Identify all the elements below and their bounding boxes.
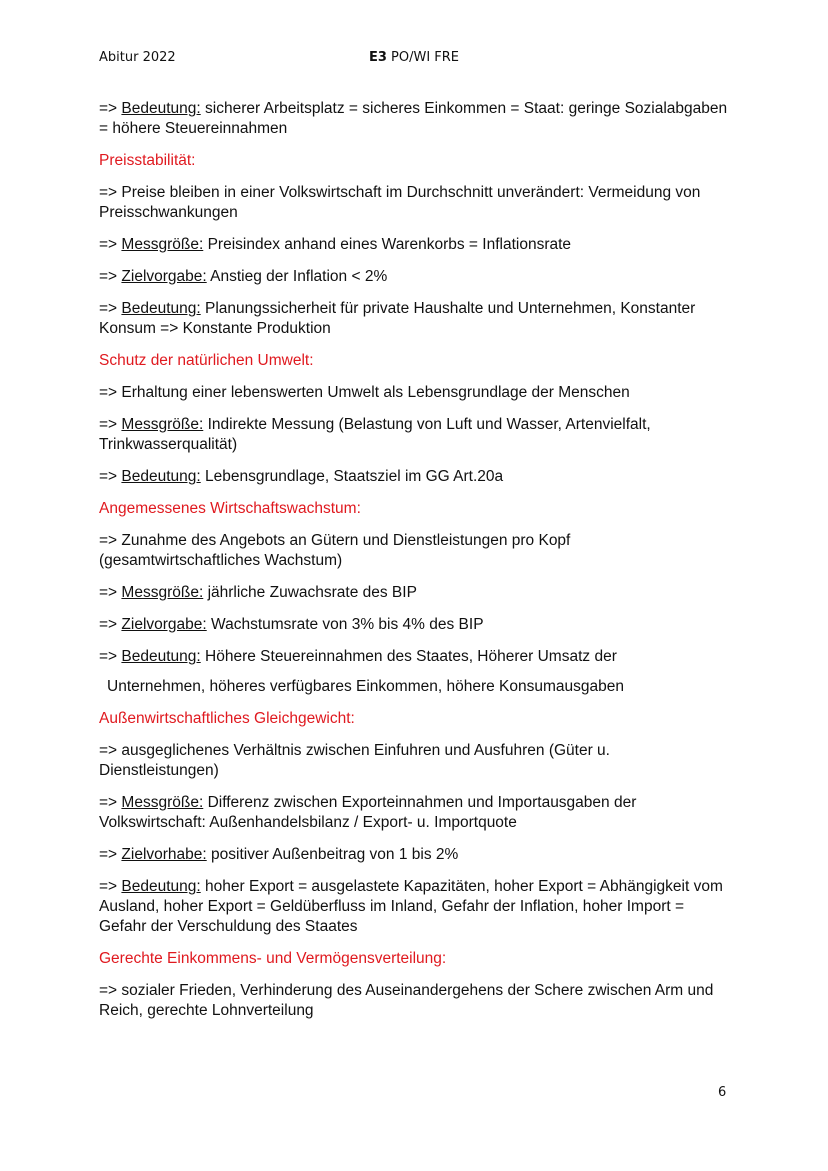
bullet-item xyxy=(99,741,729,781)
item-label: Zielvorgabe: xyxy=(121,616,207,633)
item-text: Höhere Steuereinnahmen des Staates, Höherer Umsatz der xyxy=(200,648,617,665)
item-text: Indirekte Messung (Belastung von Luft und Wasser, Artenvielfalt, Trinkwasserqualität) xyxy=(99,416,651,453)
item-label: Messgröße: xyxy=(121,584,204,601)
item-text: sozialer Frieden, Verhinderung des Auseinandergehens der Schere zwischen Arm und Reich, gerechte Lohnverteilung xyxy=(99,982,714,1019)
arrow-marker: => xyxy=(99,648,122,665)
item-text: Differenz zwischen Exporteinnahmen und Importausgaben der Volkswirtschaft: Außenhandelsbilanz / Export- u. Importquote xyxy=(99,794,637,831)
arrow-marker: => xyxy=(99,982,122,999)
bullet-item xyxy=(99,299,729,339)
arrow-marker: => xyxy=(99,794,122,811)
bullet-item xyxy=(99,583,729,603)
bullet-item xyxy=(99,877,729,937)
item-label: Messgröße: xyxy=(121,236,204,253)
section-heading: Angemessenes Wirtschaftswachstum: xyxy=(99,500,361,517)
arrow-marker: => xyxy=(99,846,122,863)
arrow-marker: => xyxy=(99,236,122,253)
arrow-marker: => xyxy=(99,416,122,433)
arrow-marker: => xyxy=(99,616,122,633)
bullet-item xyxy=(99,845,729,865)
bullet-item xyxy=(99,235,729,255)
arrow-marker: => xyxy=(99,384,122,401)
section-heading: Preisstabilität: xyxy=(99,152,196,169)
arrow-marker: => xyxy=(99,532,122,549)
bullet-item xyxy=(99,793,729,833)
item-text: Wachstumsrate von 3% bis 4% des BIP xyxy=(206,616,484,633)
item-text: Anstieg der Inflation < 2% xyxy=(206,268,388,285)
arrow-marker: => xyxy=(99,468,122,485)
arrow-marker: => xyxy=(99,742,122,759)
item-text: Preisindex anhand eines Warenkorbs = Inflationsrate xyxy=(203,236,572,253)
arrow-marker: => xyxy=(99,100,122,117)
item-label: Bedeutung: xyxy=(121,878,201,895)
bullet-item xyxy=(99,615,729,635)
item-label: Messgröße: xyxy=(121,794,204,811)
header-course-rest: PO/WI FRE xyxy=(386,50,460,65)
arrow-marker: => xyxy=(99,584,122,601)
bullet-item xyxy=(99,415,729,455)
bullet-item xyxy=(99,183,729,223)
header-center xyxy=(0,50,828,65)
item-text: Lebensgrundlage, Staatsziel im GG Art.20a xyxy=(200,468,504,485)
bullet-item xyxy=(99,647,729,667)
item-text: Zunahme des Angebots an Gütern und Dienstleistungen pro Kopf (gesamtwirtschaftliches Wachstum) xyxy=(99,532,571,569)
item-label: Bedeutung: xyxy=(121,300,201,317)
document-body xyxy=(99,99,729,1033)
item-label: Bedeutung: xyxy=(121,468,201,485)
page-number: 6 xyxy=(718,1085,727,1100)
item-label: Bedeutung: xyxy=(121,648,201,665)
bullet-item xyxy=(99,99,729,139)
item-text: Planungssicherheit für private Haushalte und Unternehmen, Konstanter Konsum => Konstante Produktion xyxy=(99,300,696,337)
item-text: ausgeglichenes Verhältnis zwischen Einfuhren und Ausfuhren (Güter u. Dienstleistungen) xyxy=(99,742,610,779)
section-heading: Außenwirtschaftliches Gleichgewicht: xyxy=(99,710,355,727)
continuation-line: Unternehmen, höheres verfügbares Einkommen, höhere Konsumausgaben xyxy=(107,678,624,695)
arrow-marker: => xyxy=(99,878,122,895)
header-left: Abitur 2022 xyxy=(99,50,176,65)
bullet-item xyxy=(99,383,729,403)
item-text: Preise bleiben in einer Volkswirtschaft im Durchschnitt unverändert: Vermeidung von Preisschwankungen xyxy=(99,184,701,221)
arrow-marker: => xyxy=(99,184,122,201)
bullet-item xyxy=(99,981,729,1021)
bullet-item xyxy=(99,467,729,487)
section-heading: Schutz der natürlichen Umwelt: xyxy=(99,352,314,369)
bullet-item xyxy=(99,267,729,287)
item-text: jährliche Zuwachsrate des BIP xyxy=(203,584,417,601)
header-course-code: E3 xyxy=(368,50,387,65)
item-label: Messgröße: xyxy=(121,416,204,433)
item-label: Zielvorhabe: xyxy=(121,846,207,863)
bullet-item xyxy=(99,531,729,571)
arrow-marker: => xyxy=(99,268,122,285)
item-text: Erhaltung einer lebenswerten Umwelt als Lebensgrundlage der Menschen xyxy=(121,384,630,401)
item-text: sicherer Arbeitsplatz = sicheres Einkommen = Staat: geringe Sozialabgaben = höhere Steuereinnahmen xyxy=(99,100,728,137)
arrow-marker: => xyxy=(99,300,122,317)
item-label: Zielvorgabe: xyxy=(121,268,207,285)
item-label: Bedeutung: xyxy=(121,100,201,117)
item-text: hoher Export = ausgelastete Kapazitäten, hoher Export = Abhängigkeit vom Ausland, hoher Export = Geldüberfluss im Inland, Gefahr der Inflation, hoher Import = Gefahr der Verschuldung des Staates xyxy=(99,878,723,935)
item-text: positiver Außenbeitrag von 1 bis 2% xyxy=(206,846,459,863)
section-heading: Gerechte Einkommens- und Vermögensverteilung: xyxy=(99,950,447,967)
